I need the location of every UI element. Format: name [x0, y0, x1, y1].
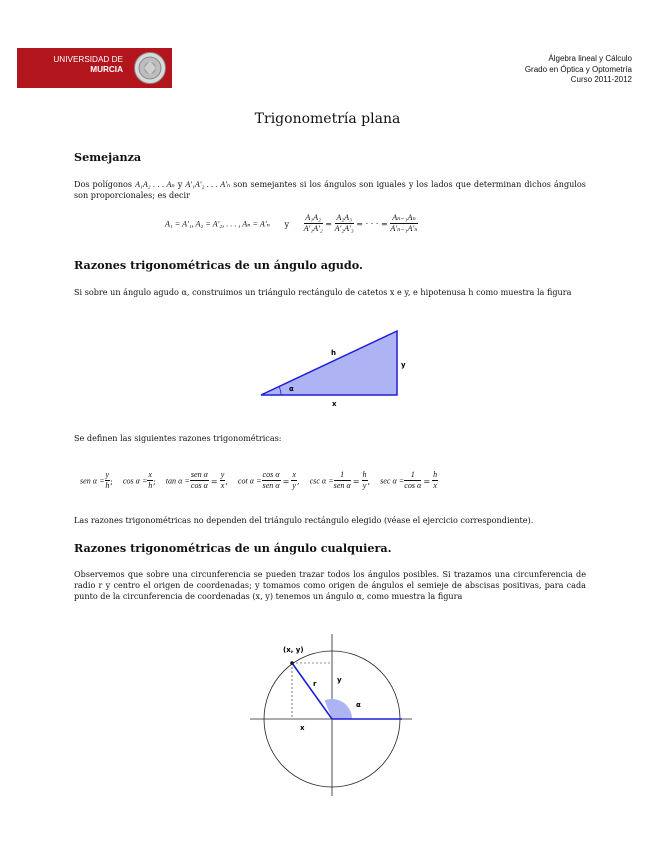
- course-header: [525, 54, 632, 86]
- unit-circle-figure: [240, 630, 420, 800]
- section-heading-cualquiera: Razones trigonométricas de un ángulo cualquiera.: [74, 541, 392, 555]
- label-r: r: [313, 680, 317, 688]
- ratio-5: [380, 470, 438, 490]
- trig-ratios-formula: [80, 470, 448, 491]
- label-x-circle: x: [300, 724, 305, 732]
- ratio-3: [237, 470, 300, 490]
- ratio-2-mid: =: [210, 475, 218, 486]
- numerator: x: [292, 470, 296, 479]
- denominator: h: [148, 481, 153, 490]
- numerator: h: [362, 470, 367, 479]
- numerator: 1: [404, 470, 421, 481]
- ratio-3: $\frac{\text{Aₙ₋₁Aₙ}}{\text{A′ₙ₋₁A′ₙ}}$: [390, 213, 418, 233]
- ratio-1: $\frac{\text{A₁A₂}}{\text{A′₁A′₂}}$: [303, 213, 323, 233]
- ratio-5-fraction: [404, 470, 421, 491]
- label-h: h: [331, 349, 336, 357]
- semejanza-text-c: son semejantes si los ángulos son iguales y los lados que determinan dichos ángulos son proporcionales; es decir: [74, 179, 586, 200]
- semejanza-paragraph: [74, 179, 586, 201]
- numerator: y: [220, 470, 225, 479]
- equal-angles: A₁ = A′₁, A₂ = A′₂, . . . , Aₙ = A′ₙ: [165, 219, 270, 229]
- right-triangle: [261, 331, 397, 395]
- ratio-2-tail: ,: [225, 475, 228, 486]
- section-heading-agudo: Razones trigonométricas de un ángulo agudo.: [74, 258, 363, 272]
- course-year: Curso 2011-2012: [570, 75, 632, 84]
- university-logo: [17, 48, 172, 88]
- label-y-circle: y: [337, 676, 342, 684]
- ratio-2-lhs: tan α =: [165, 476, 190, 485]
- course-name: Álgebra lineal y Cálculo: [548, 54, 632, 63]
- ratio-5-fraction: [432, 470, 438, 491]
- ratio-dots: = · · · =: [356, 218, 388, 229]
- label-alpha-circle: α: [356, 701, 361, 709]
- label-alpha: α: [289, 385, 294, 393]
- section-heading-semejanza: Semejanza: [74, 150, 142, 164]
- radius-line: [292, 663, 332, 719]
- ratio-2: $\frac{\text{A₂A₃}}{\text{A′₂A′₃}}$: [334, 213, 354, 233]
- cualquiera-paragraph: Observemos que sobre una circunferencia se pueden trazar todos los ángulos posibles. Si trazamos una circunferencia de radio r y centro el origen de coordenadas; y tomamos como origen de ángulos el semieje de abscisas positivas, para cada punto de la circunferencia de coordenadas (x, y) tenemos un ángulo α, como muestra la figura: [74, 569, 586, 601]
- ratio-0-tail: ;: [110, 475, 113, 486]
- university-seal-icon: [133, 51, 167, 85]
- page-title: Trigonometría plana: [254, 111, 401, 127]
- ratio-1-tail: ;: [153, 475, 156, 486]
- angle-sector: [325, 699, 352, 719]
- ratio-4: [309, 470, 371, 490]
- ratio-4-mid: =: [352, 475, 360, 486]
- formula-and: y: [284, 218, 290, 229]
- logo-line2: MURCIA: [90, 65, 123, 74]
- ratio-3-fraction: [262, 470, 281, 491]
- label-y: y: [401, 361, 406, 369]
- numerator: 1: [334, 470, 351, 481]
- ratio-4-fraction: [334, 470, 351, 491]
- logo-line1: UNIVERSIDAD DE: [53, 55, 123, 64]
- independence-note: Las razones trigonométricas no dependen del triángulo rectángulo elegido (véase el ejercicio correspondiente).: [74, 515, 534, 525]
- ratio-3-lhs: cot α =: [237, 476, 262, 485]
- semejanza-text-b: y: [177, 179, 183, 189]
- ratio-0: [80, 470, 113, 490]
- definitions-intro: Se definen las siguientes razones trigonométricas:: [74, 433, 282, 443]
- denominator: sen α: [333, 481, 351, 490]
- similarity-formula: A₁ = A′₁, A₂ = A′₂, . . . , Aₙ = A′ₙ y $\frac{\text{A₁A₂}}{\text{A′₁A′₂}}$ = $\frac{\text{A₂A₃}}{\text{A′₂A′₃}}$ = · · · = $\frac{\text{Aₙ₋₁Aₙ}}{\text{A′ₙ₋₁A′ₙ}}$: [165, 213, 418, 233]
- ratio-3-tail: ,: [297, 475, 300, 486]
- label-point: (x, y): [283, 646, 304, 654]
- denominator: cos α: [190, 481, 208, 490]
- denominator: y: [362, 481, 367, 490]
- ratio-5-lhs: sec α =: [380, 476, 405, 485]
- numerator: cos α: [262, 470, 280, 479]
- polygon-1: A₁A₂ . . . Aₙ: [135, 180, 175, 189]
- degree-name: Grado en Óptica y Optometría: [524, 64, 632, 74]
- agudo-intro: Si sobre un ángulo agudo α, construimos un triángulo rectángulo de catetos x e y, e hipotenusa h como muestra la figura: [74, 287, 572, 297]
- point-xy: [290, 661, 294, 665]
- ratio-1: [122, 470, 156, 490]
- numerator: y: [105, 470, 110, 479]
- numerator: x: [148, 470, 153, 479]
- semejanza-text-a: Dos polígonos: [74, 179, 133, 189]
- right-triangle-figure: [255, 325, 415, 410]
- ratio-4-tail: ,: [367, 475, 371, 486]
- ratio-2-fraction: [190, 470, 209, 491]
- numerator: sen α: [190, 470, 208, 479]
- ratio-5-mid: =: [423, 475, 431, 486]
- denominator: sen α: [262, 481, 280, 490]
- ratio-3-mid: =: [282, 475, 290, 486]
- denominator: x: [433, 481, 437, 490]
- denominator: h: [105, 481, 110, 490]
- label-x: x: [332, 400, 337, 408]
- ratio-0-lhs: sen α =: [80, 476, 105, 485]
- polygon-2: A′₁A′₂ . . . A′ₙ: [185, 180, 231, 189]
- denominator: y: [292, 481, 296, 490]
- ratio-4-lhs: csc α =: [309, 476, 334, 485]
- denominator: cos α: [404, 481, 422, 490]
- ratio-2: [165, 470, 228, 490]
- ratio-1-lhs: cos α =: [122, 476, 148, 485]
- denominator: x: [220, 481, 225, 490]
- numerator: h: [433, 470, 438, 479]
